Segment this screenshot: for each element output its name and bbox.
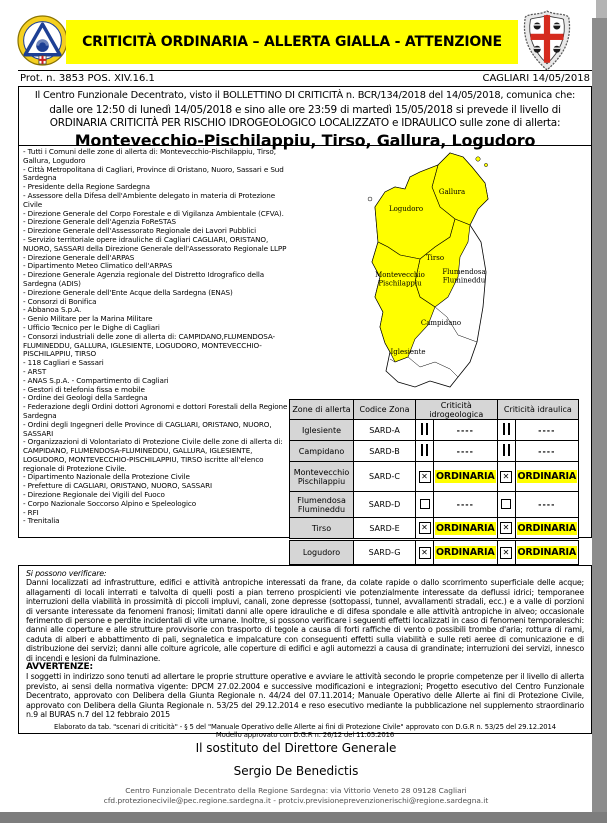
idro-checkbox-cell	[416, 420, 434, 441]
criticality-value-cell	[515, 541, 579, 565]
no-criticality-dashes: ----	[538, 425, 556, 435]
map-zone-iglesiente	[390, 348, 425, 356]
footer-emails: cfd.protezionecivile@pec.regione.sardegna.it - protciv.previsioneprevenzionerischi@regione.sardegna.it	[103, 795, 489, 805]
ordinaria-badge: ORDINARIA	[517, 522, 577, 534]
idro-checkbox-cell	[416, 541, 434, 565]
ordinaria-badge: ORDINARIA	[436, 471, 495, 482]
zone-code-cell: SARD-A	[354, 420, 416, 441]
zone-code-cell: SARD-C	[354, 462, 416, 492]
place-date: CAGLIARI 14/05/2018	[482, 73, 590, 84]
signature-role: Il sostituto del Direttore Generale	[195, 741, 397, 755]
zone-code-cell: SARD-B	[354, 441, 416, 462]
idra-checkbox-cell	[497, 441, 515, 462]
zone-code-cell: SARD-E	[354, 518, 416, 539]
recipient-item: - Gestori di telefonia fissa e mobile	[23, 384, 145, 394]
ordinaria-badge: ORDINARIA	[517, 547, 577, 558]
signature-name: Sergio De Benedictis	[233, 764, 359, 778]
recipient-item: - Direzione Generale dell'ARPAS	[23, 252, 135, 262]
criticality-value-cell	[434, 541, 498, 565]
intro-statement: Il Centro Funzionale Decentrato, visto il BOLLETTINO DI CRITICITÀ n. BCR/134/2018 del 14/05/2018, comunica che:	[34, 90, 576, 101]
recipient-item: - Dipartimento Nazionale della Protezione Civile	[23, 472, 190, 482]
recipient-item: - Servizio territoriale opere idrauliche di Cagliari CAGLIARI, ORISTANO, NUORO, SASSARI della Direzione Generale dell'Assessorato Regionale LLPP	[23, 234, 287, 253]
criticality-table-logudoro	[289, 540, 579, 565]
col-header-zone: Zone di allerta	[290, 400, 354, 420]
viewer-right-shadow	[592, 18, 607, 812]
recipient-item: - Abbanoa S.p.A.	[23, 305, 82, 315]
map-zone-flumendosa-flumineddu	[442, 268, 485, 285]
avvertenze-body: I soggetti in indirizzo sono tenuti ad allertare le proprie strutture operative e avviare le attività secondo le proprie competenze per il livello di allerta previsto, ai sensi della normativa vigente: DPCM 27.02.2004 e successive modificazioni e integrazioni; Progetto esecutivo del Centro Funzionale Decentrato, approvato con Delibera della Giunta Regionale n. 44/24 del 07.11.2014; Manuale Operativo delle Allerte ai fini di Protezione Civile, approvato con Delibera della Giunta Regionale n. 53/25 del 29.12.2014 e reso esecutivo mediante la pubblicazione nel supplemento straordinario n.9 al BURAS n.7 del 12 febbraio 2015	[26, 672, 584, 720]
criticality-table-floating-body	[290, 541, 579, 565]
viewer-corner-shadow	[596, 0, 607, 18]
checked-checkbox-icon: ✕	[500, 471, 512, 483]
recipient-item: - Organizzazioni di Volontariato di Protezione Civile delle zone di allerta di: CAMPIDANO, FLUMENDOSA-FLUMINEDDU, GALLURA, IGLESIENTE, LOGUDORO, MONTEVECCHIO-PISCHILAPPIU, TIRSO iscritte all'elenco regionale di Protezione Civile.	[23, 437, 283, 473]
idra-checkbox-cell	[497, 492, 515, 518]
footnote-line2: Modello approvato con D.G.R n. 26/12 del 11.05.2016	[215, 731, 395, 739]
criticality-value-cell	[434, 420, 498, 441]
recipient-item: - Città Metropolitana di Cagliari, Province di Oristano, Nuoro, Sassari e Sud Sardegna	[23, 164, 284, 183]
table-row	[290, 541, 579, 565]
recipient-item: - 118 Cagliari e Sassari	[23, 358, 104, 368]
footer-address: Centro Funzionale Decentrato della Regione Sardegna: via Vittorio Veneto 28 09128 Cagliari	[125, 786, 467, 795]
recipient-item: - Direzione Regionale dei Vigili del Fuoco	[23, 490, 165, 500]
zone-name-cell: Flumendosa Flumineddu	[290, 492, 354, 518]
map-zone-campidano	[421, 319, 461, 327]
effects-lead: Si possono verificare:	[26, 569, 107, 578]
table-row	[290, 441, 579, 462]
ordinaria-badge: ORDINARIA	[436, 547, 495, 558]
no-criticality-dashes: ----	[456, 446, 474, 456]
svg-text:MontevecchioPischilappiu: Montevecchio Pischilappiu	[375, 271, 425, 288]
idra-checkbox-cell	[497, 420, 515, 441]
table-row	[290, 462, 579, 492]
effects-section	[18, 565, 592, 739]
recipient-item: - Consorzi di Bonifica	[23, 296, 97, 306]
zone-code-cell: SARD-G	[354, 541, 416, 565]
idro-checkbox-cell	[416, 518, 434, 539]
checked-checkbox-icon: ✕	[419, 547, 431, 559]
no-criticality-dashes: ----	[456, 425, 474, 435]
page-footer	[0, 786, 592, 805]
no-criticality-dashes: ----	[456, 500, 474, 509]
empty-checkbox-icon	[501, 499, 511, 509]
col-header-idrogeologica: Criticità idrogeologica	[416, 400, 498, 420]
viewer-bottom-shadow	[0, 812, 607, 823]
recipient-item: - Consorzi industriali delle zone di allerta di: CAMPIDANO,FLUMENDOSA-FLUMINEDDU, GALLURA, IGLESIENTE, LOGUDORO, MONTEVECCHIO-PISCHILAPPIU, TIRSO	[23, 331, 276, 359]
criticality-table	[289, 399, 579, 539]
criticality-value-cell	[434, 462, 498, 492]
criticality-value-cell	[434, 441, 498, 462]
checked-checkbox-icon: ✕	[500, 547, 512, 559]
footnote-line1: Elaborato da tab. "scenari di criticità" - § 5 del "Manuale Operativo delle Allerte ai fini di Protezione Civile" approvato con D.G.R n. 53/25 del 29.12.2014	[54, 722, 556, 731]
criticality-value-cell	[515, 420, 579, 441]
idra-checkbox-cell	[497, 462, 515, 492]
idra-checkbox-cell	[497, 518, 515, 539]
no-criticality-dashes: ----	[538, 446, 556, 456]
recipient-item: - Ufficio Tecnico per le Dighe di Cagliari	[23, 322, 160, 332]
recipient-item: - Direzione Generale dell'Assessorato Regionale dei Lavori Pubblici	[23, 226, 257, 236]
recipient-item: - RFI	[23, 507, 39, 517]
recipient-item: - Federazione degli Ordini dottori Agronomi e dottori Forestali della Regione Sardegna	[23, 402, 288, 420]
criticality-value-cell	[434, 492, 498, 518]
table-row	[290, 492, 579, 518]
svg-text:Gallura: Gallura	[438, 188, 466, 196]
recipient-item: - Direzione Generale dell'Agenzia FoReSTAS	[23, 217, 177, 227]
criticality-value-cell	[515, 462, 579, 492]
recipient-item: - Presidente della Regione Sardegna	[23, 182, 150, 192]
zone-code-cell: SARD-D	[354, 492, 416, 518]
svg-text:FlumendosaFlumineddu: Flumendosa Flumineddu	[442, 268, 486, 285]
recipient-item: - Direzione Generale dell'Ente Acque della Sardegna (ENAS)	[23, 287, 233, 297]
recipient-item: - ARST	[23, 366, 47, 376]
zone-name-cell: Campidano	[290, 441, 354, 462]
checked-checkbox-icon: ✕	[419, 471, 431, 483]
no-criticality-dashes: ----	[538, 500, 556, 509]
criticality-value-cell	[434, 518, 498, 539]
sardinia-alert-map	[300, 147, 590, 397]
checked-checkbox-icon: ✕	[500, 522, 512, 534]
idro-checkbox-cell	[416, 492, 434, 518]
criticality-value-cell	[515, 518, 579, 539]
svg-text:Tirso: Tirso	[425, 254, 445, 262]
idra-checkbox-cell	[497, 541, 515, 565]
recipient-item: - Ordini degli Ingegneri delle Province di CAGLIARI, ORISTANO, NUORO, SASSARI	[23, 419, 272, 438]
table-row	[290, 518, 579, 539]
recipient-item: - Genio Militare per la Marina Militare	[23, 314, 153, 324]
empty-checkbox-icon	[421, 423, 428, 435]
recipient-item: - Tutti i Comuni delle zone di allerta di: Montevecchio-Pischilappiu, Tirso, Gallura, Logudoro	[23, 147, 276, 165]
empty-checkbox-icon	[421, 444, 428, 456]
zone-name-cell: Iglesiente	[290, 420, 354, 441]
svg-text:Logudoro: Logudoro	[388, 205, 424, 213]
recipient-item: - Direzione Generale del Corpo Forestale e di Vigilanza Ambientale (CFVA).	[23, 208, 284, 218]
recipient-item: - Trenitalia	[23, 516, 60, 526]
empty-checkbox-icon	[503, 423, 510, 435]
recipient-item: - Ordine dei Geologi della Sardegna	[23, 393, 148, 403]
recipient-item: - Prefetture di CAGLIARI, ORISTANO, NUORO, SASSARI	[23, 481, 213, 491]
empty-checkbox-icon	[503, 444, 510, 456]
svg-text:Campidano: Campidano	[420, 319, 462, 327]
recipient-item: - Assessore della Difesa dell'Ambiente delegato in materia di Protezione Civile	[23, 190, 276, 209]
table-row	[290, 420, 579, 441]
svg-text:Iglesiente: Iglesiente	[390, 348, 426, 356]
table-header-row	[290, 400, 579, 420]
alert-zones-title: Montevecchio-Pischilappiu, Tirso, Gallura, Logudoro	[74, 131, 536, 150]
criticality-table-body	[290, 420, 579, 539]
zone-name-cell: Tirso	[290, 518, 354, 539]
col-header-idraulica: Criticità idraulica	[497, 400, 579, 420]
recipient-item: - ANAS S.p.A. - Compartimento di Cagliari	[23, 375, 169, 385]
protocol-number: Prot. n. 3853 POS. XIV.16.1	[20, 73, 155, 84]
protezione-civile-logo-icon	[17, 15, 68, 66]
empty-checkbox-icon	[420, 499, 430, 509]
col-header-code: Codice Zona	[354, 400, 416, 420]
effects-body: Danni localizzati ad infrastrutture, edifici e attività antropiche interessati da frane, da colate rapide o dallo scorrimento superficiale delle acque; allagamenti di locali interrati e talvolta di quelli posti a pian terreno prospicienti vie potenzialmente interessate da deflussi idrici; temporanee interruzioni della viabilità in prossimità di piccoli impluvi, canali, zone depresse (sottopassi, tunnel, avvallamenti stradali, ecc.) e a valle di porzioni di versante interessate da fenomeni franosi; limitati danni alle opere idrauliche e di difesa spondale e alle attività antropiche in alveo; occasionale ferimento di persone e perdite incidentali di vite umane. Inoltre, si possono verificare i seguenti effetti localizzati in caso di fenomeni temporaleschi: danni alle coperture e alle strutture provvisorie con trasporto di tegole a causa di forti raffiche di vento o possibili trombe d'aria; rottura di rami, caduta di alberi e abbattimento di pali, segnaletica e impalcature con conseguenti effetti sulla viabilità e sulle reti aeree di comunicazione e di distribuzione dei servizi; danni alle colture agricole, alle coperture di edifici e agli automezzi a causa di grandinate; interruzioni dei servizi, innesco di incendi e lesioni da fulminazione.	[26, 578, 584, 663]
idro-checkbox-cell	[416, 462, 434, 492]
recipient-item: - Direzione Generale Agenzia regionale del Distretto Idrografico della Sardegna (ADIS)	[23, 270, 265, 288]
ordinaria-badge: ORDINARIA	[517, 471, 577, 482]
recipient-item: - Corpo Nazionale Soccorso Alpino e Speleologico	[23, 498, 197, 508]
idro-checkbox-cell	[416, 441, 434, 462]
zone-name-cell: Logudoro	[290, 541, 354, 565]
avvertenze-title: AVVERTENZE:	[26, 662, 93, 673]
protocol-row	[18, 70, 592, 87]
intro-section	[18, 87, 592, 150]
criticality-value-cell	[515, 441, 579, 462]
recipient-item: - Dipartimento Meteo Climatico dell'ARPAS	[23, 261, 173, 271]
checked-checkbox-icon: ✕	[419, 522, 431, 534]
criticality-value-cell	[515, 492, 579, 518]
alert-period-statement: dalle ore 12:50 di lunedì 14/05/2018 e sino alle ore 23:59 di martedì 15/05/2018 si prevede il livello di ORDINARIA CRITICITÀ PER RISCHIO IDROGEOLOGICO LOCALIZZATO e IDRAULICO sulle zone di allerta:	[49, 104, 561, 129]
recipients-list	[23, 148, 295, 526]
sardegna-coat-of-arms-icon	[523, 10, 571, 72]
ordinaria-badge: ORDINARIA	[436, 522, 495, 534]
alert-banner-title: CRITICITÀ ORDINARIA – ALLERTA GIALLA - ATTENZIONE	[66, 20, 518, 64]
zone-name-cell: Montevecchio Pischilappiu	[290, 462, 354, 492]
